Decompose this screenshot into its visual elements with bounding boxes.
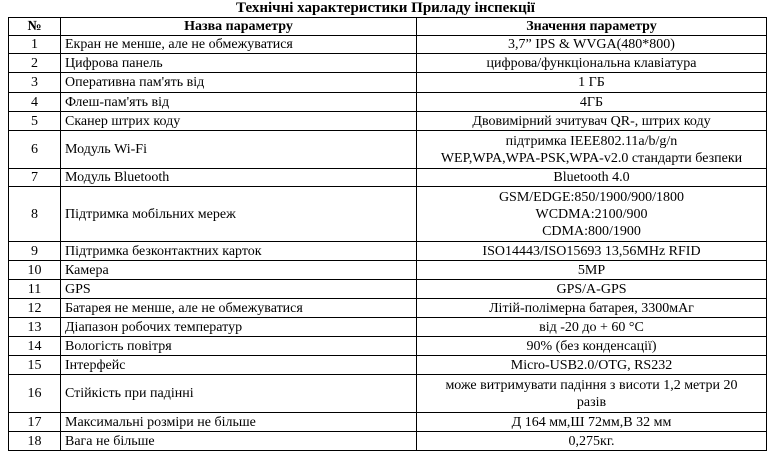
row-number: 12 [9,299,61,318]
row-number: 4 [9,93,61,112]
row-number: 6 [9,131,61,169]
parameter-name: Сканер штрих коду [61,112,417,131]
parameter-value-line: підтримка IEEE802.11a/b/g/n [505,133,678,149]
parameter-value [417,54,767,73]
table-row [9,299,767,318]
parameter-value-line: ISO14443/ISO15693 13,56MHz RFID [482,243,701,259]
parameter-value [417,169,767,187]
parameter-name: Цифрова панель [61,54,417,73]
table-row [9,36,767,54]
parameter-name: Інтерфейс [61,356,417,375]
table-row [9,93,767,112]
table-row [9,432,767,451]
parameter-value [417,36,767,54]
row-number: 8 [9,187,61,242]
page-title: Технічні характеристики Приладу інспекції [236,0,535,16]
parameter-value-line: 1 ГБ [578,75,605,90]
table-row [9,413,767,432]
parameter-value-line: разів [576,394,607,410]
table-row [9,112,767,131]
parameter-value-line: 0,275кг. [568,433,615,449]
header-num: № [9,18,61,36]
parameter-name: Модуль Bluetooth [61,169,417,187]
parameter-value-line: Літій-полімерна батарея, 3300мАг [489,300,694,316]
row-number: 13 [9,318,61,337]
parameter-value-line: цифрова/функціональна клавіатура [486,55,697,71]
parameter-value-line: може витримувати падіння з висоти 1,2 метри 20 [445,377,738,393]
parameter-value [417,261,767,280]
parameter-name: Підтримка безконтактних карток [61,242,417,261]
parameter-value [417,93,767,112]
parameter-value-line: Bluetooth 4.0 [553,170,630,185]
header-value: Значення параметру [417,18,767,36]
parameter-name: Максимальні розміри не більше [61,413,417,432]
parameter-name: Модуль Wi-Fi [61,131,417,169]
parameter-value [417,187,767,242]
parameter-name: Оперативна пам'ять від [61,73,417,93]
table-row [9,187,767,242]
parameter-value-line: 4ГБ [579,94,604,110]
row-number: 9 [9,242,61,261]
parameter-name: Батарея не менше, але не обмежуватися [61,299,417,318]
table-row [9,169,767,187]
parameter-value-line: WEP,WPA,WPA-PSK,WPA-v2.0 стандарти безпеки [440,150,743,166]
row-number: 5 [9,112,61,131]
parameter-value-line: Двовимірний зчитувач QR-, штрих коду [472,113,711,129]
parameter-name: GPS [61,280,417,299]
parameter-value-line: CDMA:800/1900 [542,223,641,239]
row-number: 16 [9,375,61,413]
parameter-value [417,242,767,261]
parameter-value-line: Micro-USB2.0/OTG, RS232 [510,357,673,373]
parameter-value-line: GPS/A-GPS [556,281,627,297]
parameter-name: Стійкість при падінні [61,375,417,413]
parameter-value [417,299,767,318]
table-row [9,261,767,280]
table-row [9,54,767,73]
row-number: 7 [9,169,61,187]
parameter-name: Підтримка мобільних мереж [61,187,417,242]
table-row [9,73,767,93]
table-row [9,318,767,337]
table-row [9,337,767,356]
table-row [9,131,767,169]
parameter-value [417,413,767,432]
parameter-value [417,112,767,131]
table-header-row [9,18,767,36]
row-number: 17 [9,413,61,432]
table-row [9,280,767,299]
parameter-value-line: від -20 до + 60 °C [539,319,644,335]
row-number: 1 [9,36,61,54]
parameter-value [417,432,767,451]
header-name: Назва параметру [61,18,417,36]
parameter-name: Вага не більше [61,432,417,451]
parameter-value [417,131,767,169]
row-number: 14 [9,337,61,356]
row-number: 15 [9,356,61,375]
parameter-value [417,337,767,356]
parameter-value [417,356,767,375]
row-number: 18 [9,432,61,451]
parameter-value [417,73,767,93]
row-number: 11 [9,280,61,299]
parameter-name: Діапазон робочих температур [61,318,417,337]
row-number: 3 [9,73,61,93]
parameter-name: Камера [61,261,417,280]
parameter-value [417,375,767,413]
spec-table-body [9,36,767,451]
spec-table [8,17,767,451]
parameter-name: Флеш-пам'ять від [61,93,417,112]
table-row [9,242,767,261]
row-number: 10 [9,261,61,280]
parameter-value-line: 3,7” IPS & WVGA(480*800) [508,37,675,52]
parameter-name: Вологість повітря [61,337,417,356]
parameter-value-line: Д 164 мм,Ш 72мм,В 32 мм [511,414,672,430]
parameter-value-line: WCDMA:2100/900 [535,206,648,222]
parameter-value [417,318,767,337]
parameter-value [417,280,767,299]
table-row [9,375,767,413]
parameter-value-line: 5MP [577,262,606,278]
parameter-value-line: 90% (без конденсації) [526,338,657,354]
parameter-value-line: GSM/EDGE:850/1900/900/1800 [498,189,685,205]
row-number: 2 [9,54,61,73]
parameter-name: Екран не менше, але не обмежуватися [61,36,417,54]
table-row [9,356,767,375]
